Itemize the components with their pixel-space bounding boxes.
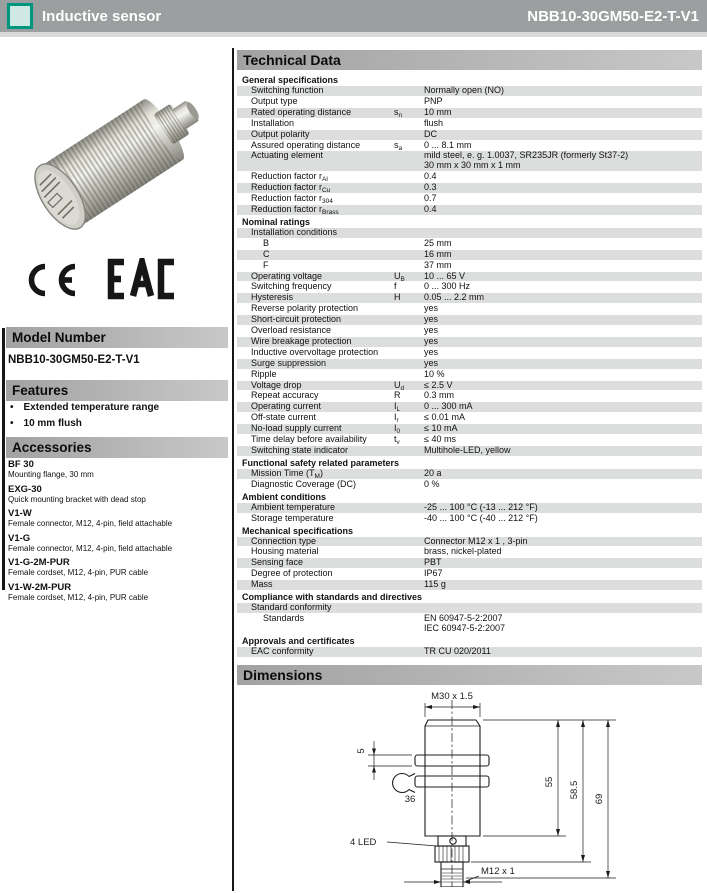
table-row: B 25 mm: [237, 239, 702, 250]
table-row: F 37 mm: [237, 261, 702, 272]
table-row: Time delay before availability $t_v$ ≤ 40 ms: [237, 435, 702, 446]
dim-label-led: 4 LED: [350, 836, 377, 848]
accessory-name: BF 30: [8, 459, 34, 470]
accessory-item: [8, 459, 228, 480]
table-row: Overload resistance yes: [237, 326, 702, 337]
table-section-header: Mechanical specifications: [242, 525, 354, 536]
table-row: Operating current $I_L$ 0 ... 300 mA: [237, 402, 702, 413]
table-row: Diagnostic Coverage (DC) 0 %: [237, 480, 702, 491]
product-photo: [18, 62, 218, 257]
table-row: Voltage drop $U_d$ ≤ 2.5 V: [237, 381, 702, 392]
accessory-item: [8, 508, 228, 529]
accessory-name: V1-G: [8, 532, 31, 544]
table-section-header: Approvals and certificates: [242, 635, 355, 646]
table-row: Rated operating distance $s_n$ 10 mm: [237, 108, 702, 119]
accessory-name: V1-W: [8, 508, 32, 519]
table-row: Inductive overvoltage protection yes: [237, 348, 702, 359]
table-row: Surge suppression yes: [237, 359, 702, 370]
table-row: Switching state indicator Multihole-LED, yellow: [237, 446, 702, 457]
accessories-list: [8, 459, 228, 606]
table-row: Off-state current $I_r$ ≤ 0.01 mA: [237, 413, 702, 424]
page-header: [0, 0, 707, 32]
table-section-header: General specifications: [242, 75, 339, 85]
table-row: Reduction factor $r_{Al}$ 0.4: [237, 172, 702, 183]
table-row: Repeat accuracy R 0.3 mm: [237, 391, 702, 402]
dim-label-wrench-size: 36: [404, 793, 416, 805]
technical-data-section-header: Technical Data: [237, 50, 702, 70]
table-row: Hysteresis H 0.05 ... 2.2 mm: [237, 293, 702, 304]
table-row: Reduction factor $r_{304}$ 0.7: [237, 194, 702, 205]
table-section-header: Nominal ratings: [242, 216, 311, 227]
dim-label-nut-thickness: 5: [356, 748, 367, 754]
table-section-header: Compliance with standards and directives: [242, 592, 423, 603]
table-row: Assured operating distance $s_a$ 0 ... 8.1 mm: [237, 141, 702, 152]
ce-mark-icon: [22, 262, 80, 303]
column-divider-line: [232, 48, 234, 891]
table-row: Installation conditions: [237, 228, 702, 239]
features-list: [10, 400, 228, 432]
table-row: Storage temperature -40 ... 100 °C (-40 ... 212 °F): [237, 514, 702, 525]
table-row: No-load supply current $I_0$ ≤ 10 mA: [237, 424, 702, 435]
technical-table: [237, 74, 702, 658]
table-row: Actuating element mild steel, e. g. 1.0037, SR235JR (formerly St37-2) 30 mm x 30 mm x 1 mm: [237, 151, 702, 172]
dim-label-thread-bottom: M12 x 1: [481, 865, 515, 877]
accessory-description: Quick mounting bracket with dead stop: [8, 494, 146, 504]
table-row: Switching function Normally open (NO): [237, 86, 702, 97]
header-model-number: NBB10-30GM50-E2-T-V1: [527, 7, 699, 25]
table-row: Reverse polarity protection yes: [237, 304, 702, 315]
table-row: EAC conformity TR CU 020/2011: [237, 647, 702, 658]
dim-label-body-length: 55: [544, 776, 555, 787]
table-section-header: Ambient conditions: [242, 491, 326, 502]
feature-item: • Extended temperature range: [10, 400, 228, 416]
table-row: Standard conformity: [237, 603, 702, 614]
table-row: Mass 115 g: [237, 580, 702, 591]
table-row: Mission Time $(T_M)$ 20 a: [237, 469, 702, 480]
accessory-item: [8, 582, 228, 603]
table-row: Output type PNP: [237, 97, 702, 108]
model-number-section-header: Model Number: [6, 327, 228, 348]
table-row: Standards EN 60947-5-2:2007 IEC 60947-5-2:2007: [237, 614, 702, 635]
accessory-name: EXG-30: [8, 483, 42, 495]
dimensions-section-header: Dimensions: [237, 665, 702, 685]
model-number-value: NBB10-30GM50-E2-T-V1: [8, 354, 140, 366]
table-row: Operating voltage $U_B$ 10 ... 65 V: [237, 272, 702, 283]
table-row: Connection type Connector M12 x 1 , 3-pin: [237, 537, 702, 548]
table-row: Installation flush: [237, 119, 702, 130]
features-section-header: Features: [6, 380, 228, 401]
header-shadow: [0, 32, 707, 37]
table-row: Sensing face PBT: [237, 558, 702, 569]
table-row: Reduction factor $r_{Brass}$ 0.4: [237, 205, 702, 216]
table-row: Housing material brass, nickel-plated: [237, 547, 702, 558]
table-row: C 16 mm: [237, 250, 702, 261]
accessory-name: V1-G-2M-PUR: [8, 557, 70, 568]
table-row: Output polarity DC: [237, 130, 702, 141]
left-edge-rule: [2, 328, 5, 590]
dimension-drawing: [237, 685, 702, 893]
accessory-description: Female connector, M12, 4-pin, field attachable: [8, 519, 173, 528]
dim-label-thread-top: M30 x 1.5: [431, 690, 473, 702]
table-row: Wire breakage protection yes: [237, 337, 702, 348]
accessory-item: [8, 484, 228, 505]
accessory-item: [8, 533, 228, 554]
accessory-description: Female connector, M12, 4-pin, field attachable: [8, 543, 173, 553]
accessory-description: Female cordset, M12, 4-pin, PUR cable: [8, 568, 149, 577]
eac-mark-icon: [106, 258, 178, 305]
brand-square-icon: [7, 3, 33, 29]
accessory-description: Female cordset, M12, 4-pin, PUR cable: [8, 592, 149, 602]
table-section-header: Functional safety related parameters: [242, 457, 400, 468]
table-row: Degree of protection IP67: [237, 569, 702, 580]
dim-label-led-length: 58.5: [569, 780, 580, 799]
feature-item: • 10 mm flush: [10, 416, 228, 432]
accessory-name: V1-W-2M-PUR: [8, 581, 72, 593]
table-row: Switching frequency f 0 ... 300 Hz: [237, 282, 702, 293]
accessory-description: Mounting flange, 30 mm: [8, 470, 94, 479]
dim-label-total-length: 69: [594, 793, 605, 804]
page-title: Inductive sensor: [42, 7, 162, 25]
accessory-item: [8, 557, 228, 578]
table-row: Reduction factor $r_{Cu}$ 0.3: [237, 183, 702, 194]
accessories-section-header: Accessories: [6, 437, 228, 458]
table-row: Ripple 10 %: [237, 370, 702, 381]
table-row: Ambient temperature -25 ... 100 °C (-13 ... 212 °F): [237, 503, 702, 514]
table-row: Short-circuit protection yes: [237, 315, 702, 326]
